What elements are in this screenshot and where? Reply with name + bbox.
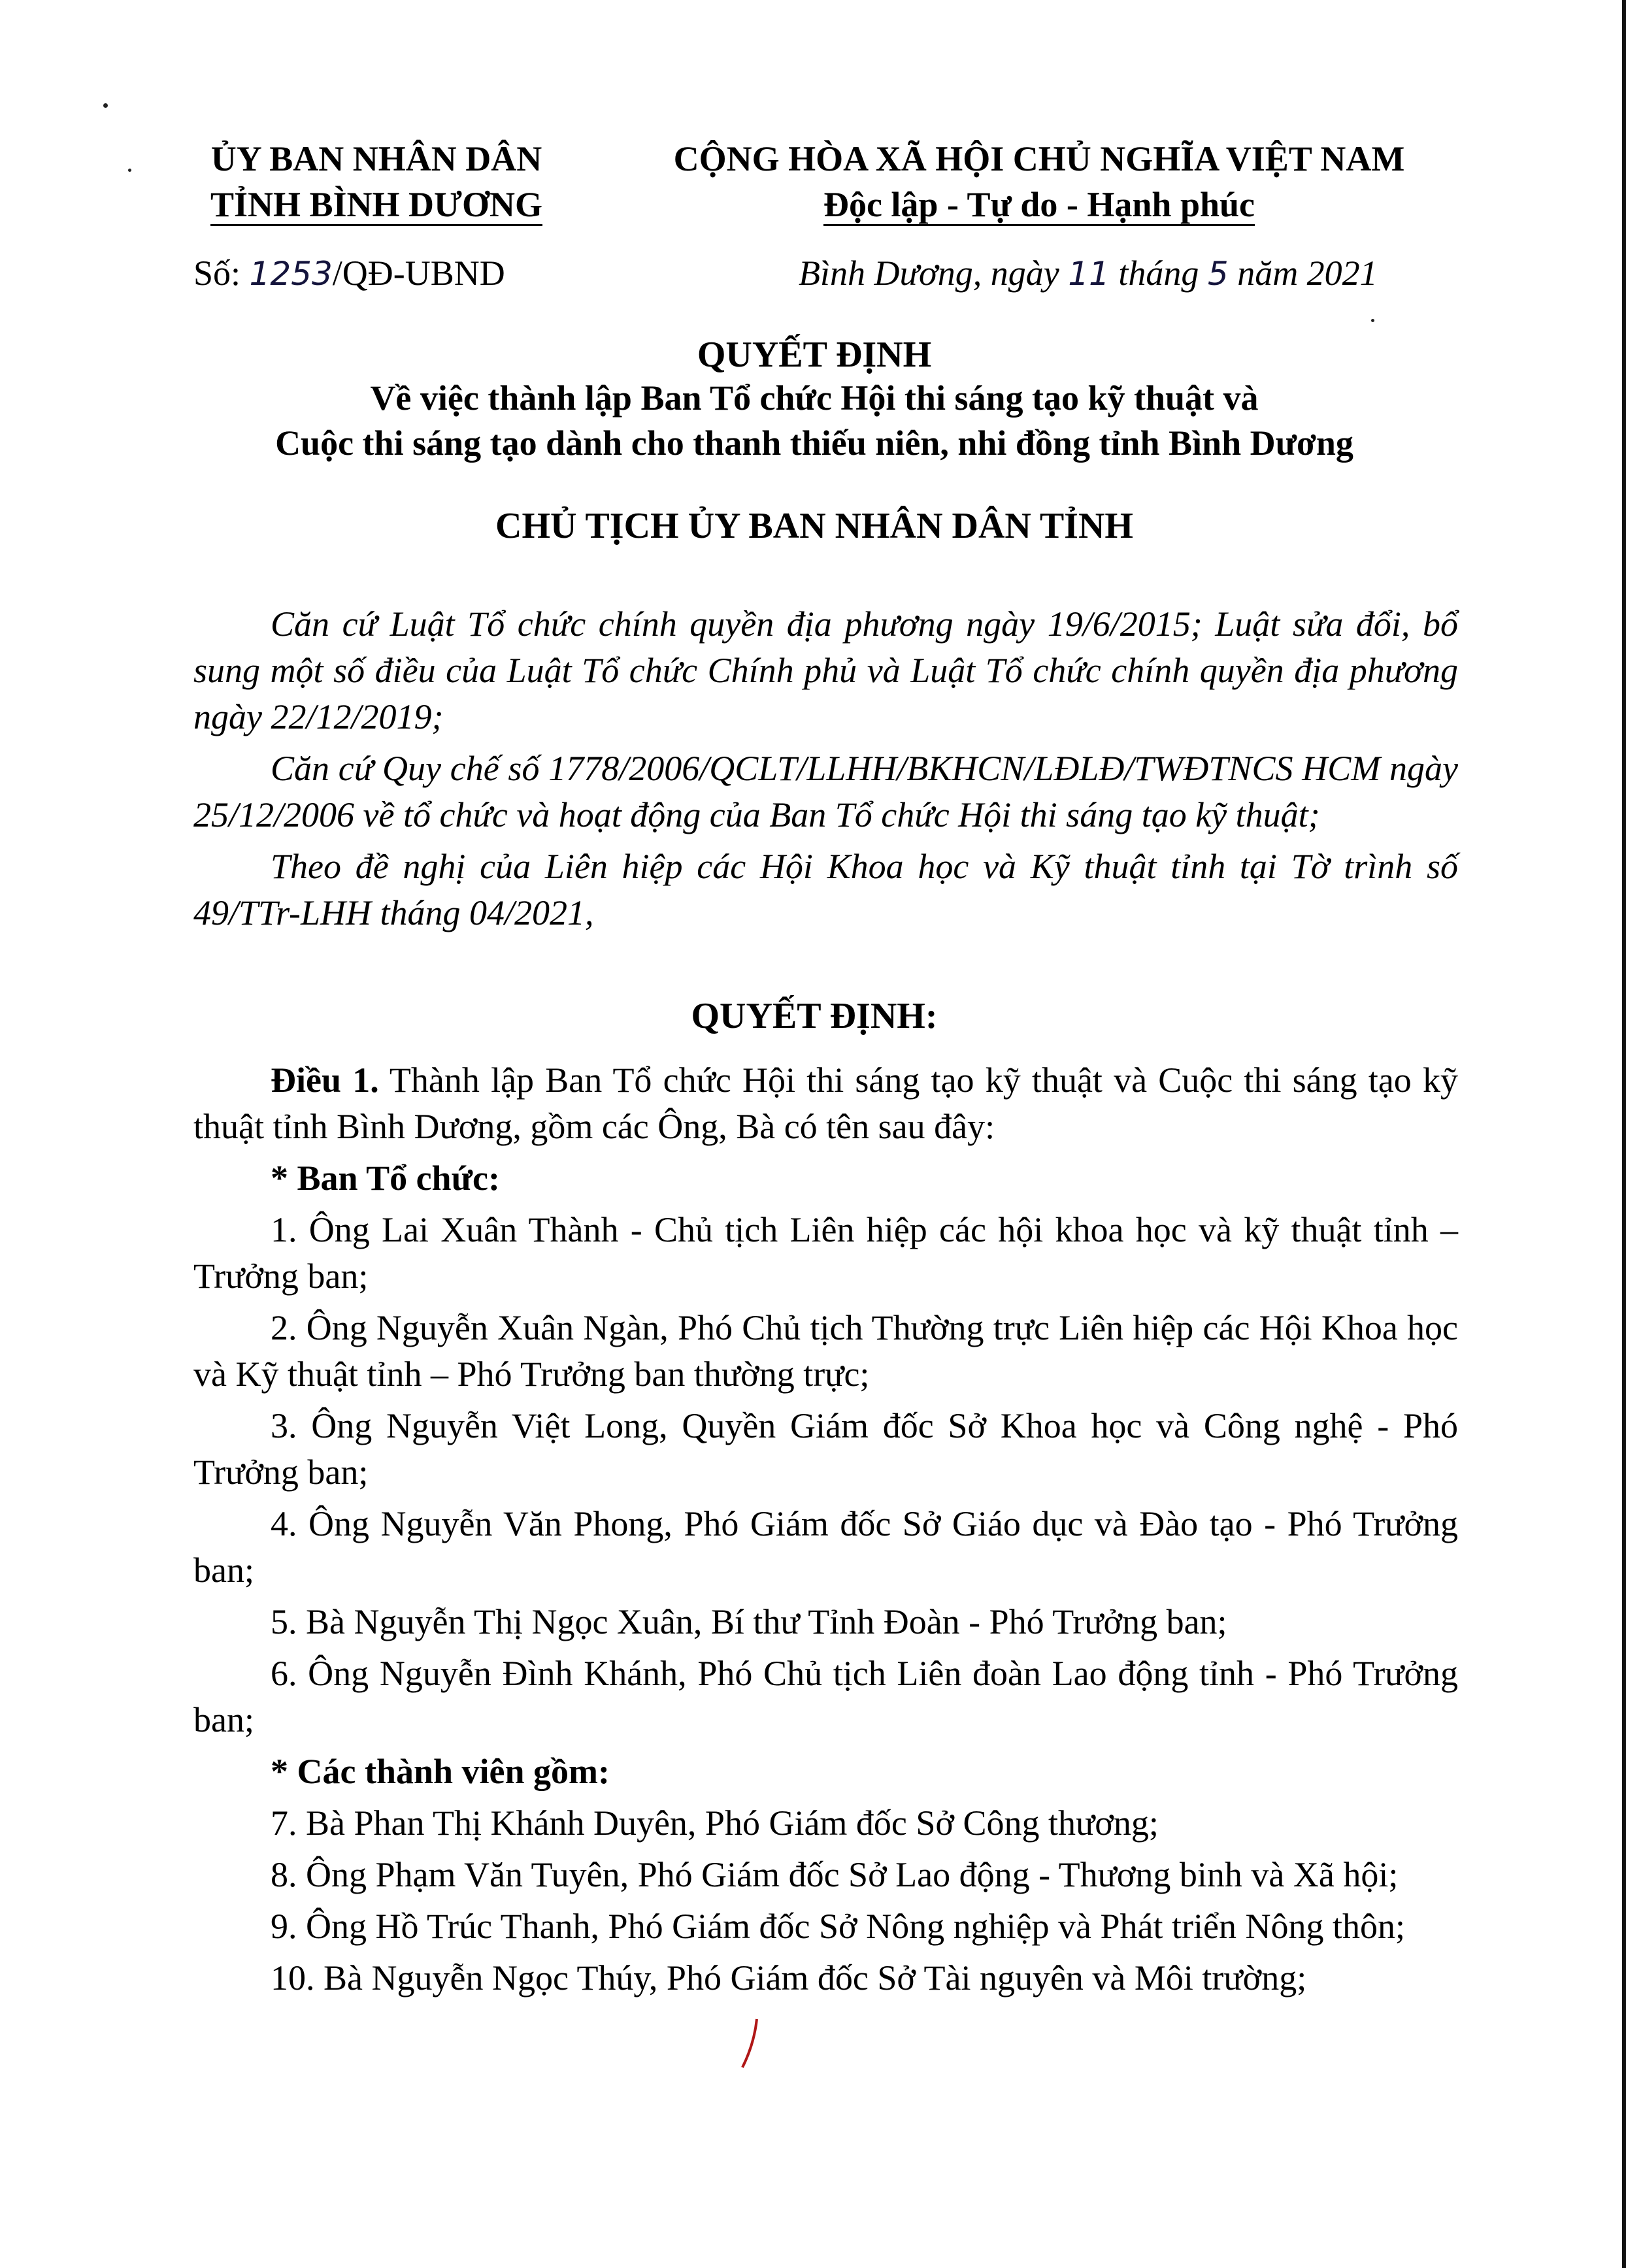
issue-date [799,250,1378,297]
board-member: 4. Ông Nguyễn Văn Phong, Phó Giám đốc Sở Giáo dục và Đào tạo - Phó Trưởng ban; [193,1504,1458,1590]
handwritten-day: 11 [1068,255,1110,293]
preamble-item: Theo đề nghị của Liên hiệp các Hội Khoa học và Kỹ thuật tỉnh tại Tờ trình số 49/TTr-LHH tháng 04/2021, [193,847,1458,932]
member-item: 8. Ông Phạm Văn Tuyên, Phó Giám đốc Sở Lao động - Thương binh và Xã hội; [271,1855,1399,1894]
preamble-item: Căn cứ Quy chế số 1778/2006/QCLT/LLHH/BKHCN/LĐLĐ/TWĐTNCS HCM ngày 25/12/2006 về tổ chức và hoạt động của Ban Tổ chức Hội thi sáng tạo kỹ thuật; [193,749,1458,834]
members-heading: * Các thành viên gồm: [271,1752,610,1791]
doc-no-suffix: /QĐ-UBND [332,254,505,293]
article-1 [193,1057,1458,1150]
country-name: CỘNG HÒA XÃ HỘI CHỦ NGHĨA VIỆT NAM [673,139,1405,178]
decision-body [193,1057,1458,2007]
document-number [193,250,505,297]
scan-speck [1371,319,1374,322]
issuing-agency [193,136,559,227]
board-member: 2. Ông Nguyễn Xuân Ngàn, Phó Chủ tịch Thường trực Liên hiệp các Hội Khoa học và Kỹ thuật tỉnh – Phó Trưởng ban thường trực; [193,1308,1458,1394]
board-member: 3. Ông Nguyễn Việt Long, Quyền Giám đốc Sở Khoa học và Công nghệ - Phó Trưởng ban; [193,1406,1458,1492]
doc-no-prefix: Số: [193,254,250,293]
agency-line-2 [193,182,559,227]
board-heading: * Ban Tổ chức: [271,1159,500,1198]
preamble [193,601,1458,942]
document-title: QUYẾT ĐỊNH [697,335,932,375]
motto: Độc lập - Tự do - Hạnh phúc [823,185,1255,224]
pen-stroke-mark [737,2018,763,2070]
board-member: 1. Ông Lai Xuân Thành - Chủ tịch Liên hiệp các hội khoa học và kỹ thuật tỉnh – Trưởng ban; [193,1210,1458,1296]
scan-speck [128,169,131,172]
date-month-label: tháng [1109,254,1208,293]
article-1-text: Thành lập Ban Tổ chức Hội thi sáng tạo kỹ thuật và Cuộc thi sáng tạo kỹ thuật tỉnh Bình Dương, gồm các Ông, Bà có tên sau đây: [193,1060,1458,1146]
date-place: Bình Dương, ngày [799,254,1069,293]
national-motto [608,136,1470,227]
scan-edge [1622,0,1626,2268]
handwritten-number: 1253 [249,255,333,293]
subtitle-line-2: Cuộc thi sáng tạo dành cho thanh thiếu niên, nhi đồng tỉnh Bình Dương [275,423,1353,463]
member-item: 7. Bà Phan Thị Khánh Duyên, Phó Giám đốc Sở Công thương; [271,1803,1159,1843]
decision-heading: QUYẾT ĐỊNH: [691,996,938,1036]
board-member: 5. Bà Nguyễn Thị Ngọc Xuân, Bí thư Tỉnh Đoàn - Phó Trưởng ban; [271,1602,1227,1641]
board-member: 6. Ông Nguyễn Đình Khánh, Phó Chủ tịch Liên đoàn Lao động tỉnh - Phó Trưởng ban; [193,1654,1458,1739]
agency-line-1: ỦY BAN NHÂN DÂN [210,139,542,178]
article-1-label: Điều 1. [271,1060,379,1100]
date-year: năm 2021 [1228,254,1378,293]
handwritten-month: 5 [1207,255,1229,293]
member-item: 9. Ông Hồ Trúc Thanh, Phó Giám đốc Sở Nông nghiệp và Phát triển Nông thôn; [271,1907,1405,1946]
issuer-title: CHỦ TỊCH ỦY BAN NHÂN DÂN TỈNH [495,506,1133,546]
preamble-item: Căn cứ Luật Tổ chức chính quyền địa phương ngày 19/6/2015; Luật sửa đổi, bổ sung một số điều của Luật Tổ chức Chính phủ và Luật Tổ chức chính quyền địa phương ngày 22/12/2019; [193,604,1458,736]
agency-name: TỈNH BÌNH DƯƠNG [210,185,543,224]
member-item: 10. Bà Nguyễn Ngọc Thúy, Phó Giám đốc Sở Tài nguyên và Môi trường; [271,1958,1307,1997]
motto-line [608,182,1470,227]
scan-speck [103,103,108,108]
subtitle-line-1: Về việc thành lập Ban Tổ chức Hội thi sáng tạo kỹ thuật và [370,378,1259,418]
